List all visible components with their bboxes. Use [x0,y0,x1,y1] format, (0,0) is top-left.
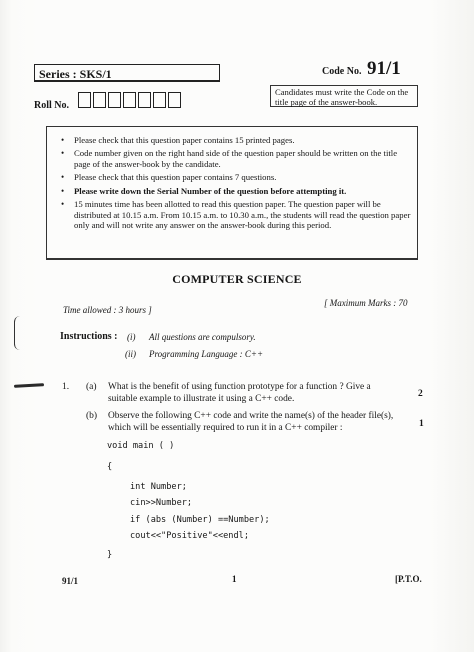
time-allowed: Time allowed : 3 hours ] [63,305,152,315]
roll-number-box [78,92,91,108]
code-line: cout<<"Positive"<<endl; [130,531,249,541]
roll-number-boxes [78,92,183,108]
question-number: 1. [62,382,70,392]
bullet-icon: • [61,148,65,159]
code-line: } [107,550,113,560]
question-1a-text: What is the benefit of using function prototype for a function ? Give a suitable example to illustrate it using a C++ code. [108,382,371,404]
code-line: { [107,462,113,472]
roll-number-label: Roll No. [34,100,69,111]
marks-value: 2 [418,389,423,399]
code-line: void main ( ) [107,441,175,451]
maximum-marks: [ Maximum Marks : 70 [324,298,408,308]
instruction-item: • Please check that this question paper contains 7 questions. [61,172,277,183]
instruction-item: • Please check that this question paper contains 15 printed pages. [61,135,295,145]
series-label: Series : SKS/1 [34,64,220,82]
part-label: (a) [86,382,97,392]
general-instructions-box [46,126,418,260]
pencil-bracket-mark [14,316,23,350]
instruction-number: (ii) [125,349,136,359]
footer-code: 91/1 [62,576,79,586]
code-line: if (abs (Number) ==Number); [130,515,270,525]
roll-number-box [123,92,136,108]
bullet-icon: • [61,185,65,196]
roll-number-box [93,92,106,108]
bullet-icon: • [61,172,65,183]
roll-number-box [153,92,166,108]
instruction-number: (i) [127,332,136,342]
code-label: Code No. [322,66,362,77]
instructions-heading: Instructions : [60,331,118,342]
instruction-item: • 15 minutes time has been allotted to read this question paper. The question paper will be distributed at 10.15 a.m. From 10.15 a.m. to 10.30 a.m., the students will read the question paper only and will not write any answer on the answer-book during this period. [61,199,411,230]
bullet-icon: • [61,199,65,210]
candidate-note: Candidates must write the Code on the title page of the answer-book. [270,85,418,107]
part-label: (b) [86,411,98,421]
pto-label: [P.T.O. [395,574,422,584]
code-line: cin>>Number; [130,498,193,508]
code-value: 91/1 [367,58,401,79]
instruction-item: • Code number given on the right hand side of the question paper should be written on the title page of the answer-book by the candidate. [61,148,398,169]
roll-number-box [168,92,181,108]
code-line: int Number; [130,482,187,492]
marks-value: 1 [419,419,424,429]
roll-number-box [108,92,121,108]
instruction-text: All questions are compulsory. [149,332,256,342]
roll-number-box [138,92,151,108]
subject-title: COMPUTER SCIENCE [172,272,302,286]
question-1b-text: Observe the following C++ code and write the name(s) of the header file(s), which will be essentially required to run it in a C++ compiler : [108,411,394,433]
page-number: 1 [232,574,237,584]
instruction-text: Programming Language : C++ [149,349,264,359]
pencil-arrow-mark [14,383,44,388]
instruction-item: • Please write down the Serial Number of the question before attempting it. [61,185,347,196]
bullet-icon: • [61,135,65,145]
